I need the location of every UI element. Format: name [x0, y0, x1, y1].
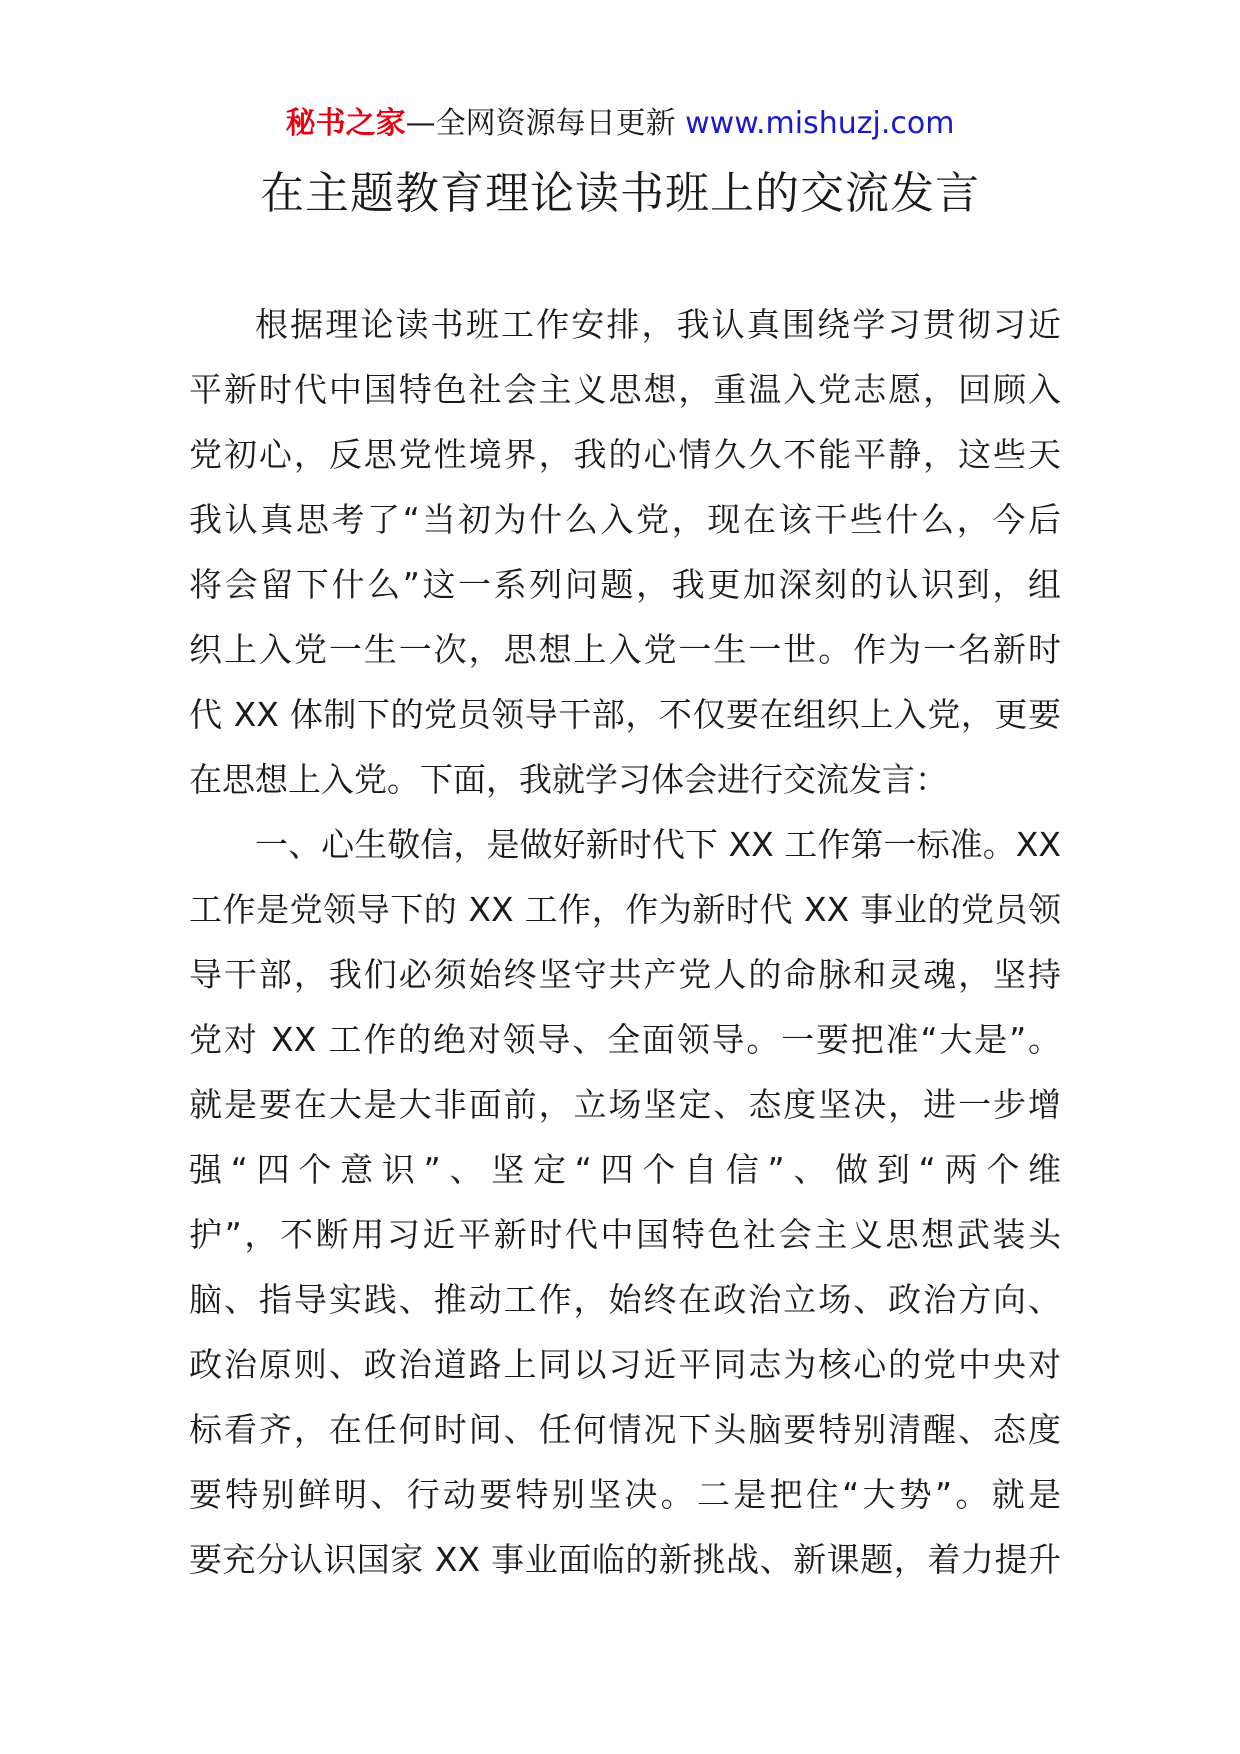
paragraph-2-line: 强“四个意识”、坚定“四个自信”、做到“两个维	[189, 1150, 1061, 1189]
paragraph-2-line: 一、心生敬信，是做好新时代下 XX 工作第一标准。XX	[255, 825, 1061, 864]
paragraph-2-line: 护”，不断用习近平新时代中国特色社会主义思想武装头	[189, 1215, 1061, 1254]
paragraph-2-line: 标看齐，在任何时间、任何情况下头脑要特别清醒、态度	[189, 1410, 1061, 1449]
paragraph-2-line: 工作是党领导下的 XX 工作，作为新时代 XX 事业的党员领	[189, 890, 1061, 929]
paragraph-1-line: 代 XX 体制下的党员领导干部，不仅要在组织上入党，更要	[189, 695, 1061, 734]
document-body	[189, 292, 1061, 1592]
paragraph-2-line: 就是要在大是大非面前，立场坚定、态度坚决，进一步增	[189, 1085, 1061, 1124]
paragraph-2-line: 导干部，我们必须始终坚守共产党人的命脉和灵魂，坚持	[189, 955, 1061, 994]
paragraph-1-line: 党初心，反思党性境界，我的心情久久不能平静，这些天	[189, 435, 1061, 474]
paragraph-1-line: 我认真思考了“当初为什么入党，现在该干些什么，今后	[189, 500, 1061, 539]
site-url-link[interactable]: www.mishuzj.com	[685, 106, 955, 141]
paragraph-2-line: 要充分认识国家 XX 事业面临的新挑战、新课题，着力提升	[189, 1540, 1061, 1579]
paragraph-1-line: 织上入党一生一次，思想上入党一生一世。作为一名新时	[189, 630, 1061, 669]
brand-name: 秘书之家	[285, 106, 406, 141]
paragraph-2-line: 要特别鲜明、行动要特别坚决。二是把住“大势”。就是	[189, 1475, 1061, 1514]
paragraph-2-line: 脑、指导实践、推动工作，始终在政治立场、政治方向、	[189, 1280, 1061, 1319]
paragraph-2-line: 党对 XX 工作的绝对领导、全面领导。一要把准“大是”。	[189, 1020, 1061, 1059]
document-title: 在主题教育理论读书班上的交流发言	[260, 168, 980, 219]
site-banner	[0, 104, 1240, 144]
brand-tagline: —全网资源每日更新	[405, 106, 676, 141]
paragraph-1-line: 在思想上入党。下面，我就学习体会进行交流发言：	[189, 760, 948, 799]
paragraph-1-line: 根据理论读书班工作安排，我认真围绕学习贯彻习近	[255, 305, 1061, 344]
paragraph-1-line: 平新时代中国特色社会主义思想，重温入党志愿，回顾入	[189, 370, 1061, 409]
paragraph-1-line: 将会留下什么”这一系列问题，我更加深刻的认识到，组	[189, 565, 1061, 604]
paragraph-2-line: 政治原则、政治道路上同以习近平同志为核心的党中央对	[189, 1345, 1061, 1384]
